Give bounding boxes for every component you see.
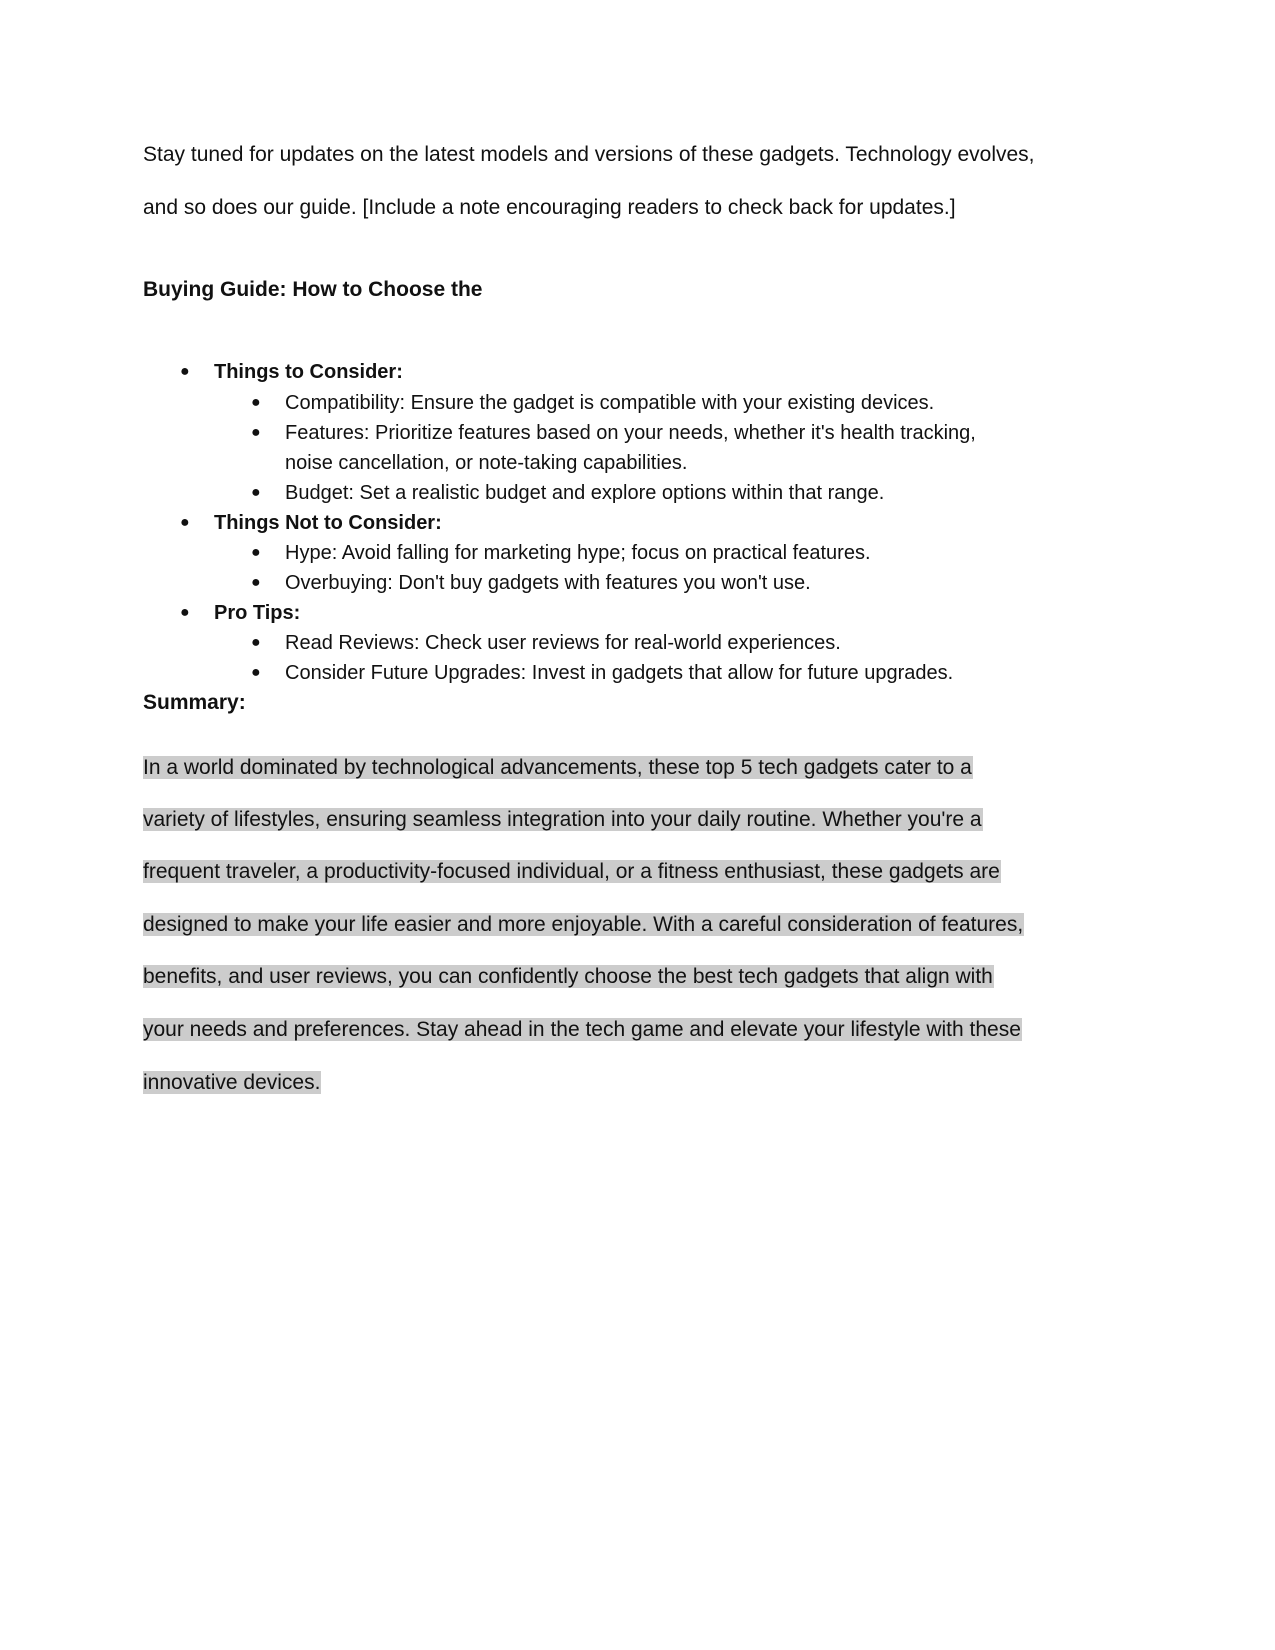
bullet-icon: ● [251,394,261,411]
summary-line: variety of lifestyles, ensuring seamless integration into your daily routine. Whether you're a [143,808,982,831]
list-item: Budget: Set a realistic budget and explore options within that range. [285,482,885,504]
section-title: Things Not to Consider: [214,512,442,534]
list-item-continuation: noise cancellation, or note-taking capabilities. [285,452,688,474]
bullet-icon: ● [251,424,261,441]
bullet-icon: ● [180,363,190,380]
bullet-icon: ● [180,604,190,621]
intro-line: Stay tuned for updates on the latest models and versions of these gadgets. Technology evolves, [143,143,1035,166]
bullet-icon: ● [251,664,261,681]
bullet-icon: ● [251,544,261,561]
list-item: Overbuying: Don't buy gadgets with features you won't use. [285,572,811,594]
summary-line: designed to make your life easier and more enjoyable. With a careful consideration of features, [143,913,1024,936]
bullet-icon: ● [251,574,261,591]
summary-line: frequent traveler, a productivity-focused individual, or a fitness enthusiast, these gadgets are [143,860,1000,883]
bullet-icon: ● [251,634,261,651]
section-title: Pro Tips: [214,602,301,624]
summary-line: your needs and preferences. Stay ahead in the tech game and elevate your lifestyle with these [143,1018,1021,1041]
summary-line: innovative devices. [143,1071,321,1094]
intro-line: and so does our guide. [Include a note encouraging readers to check back for updates.] [143,196,956,219]
section-title: Things to Consider: [214,361,403,383]
list-item: Consider Future Upgrades: Invest in gadgets that allow for future upgrades. [285,662,954,684]
summary-line: benefits, and user reviews, you can confidently choose the best tech gadgets that align with [143,965,993,988]
list-item: Compatibility: Ensure the gadget is compatible with your existing devices. [285,392,935,414]
list-item: Features: Prioritize features based on your needs, whether it's health tracking, [285,422,976,444]
buying-guide-heading: Buying Guide: How to Choose the [143,278,483,301]
list-item: Hype: Avoid falling for marketing hype; focus on practical features. [285,542,871,564]
bullet-icon: ● [180,514,190,531]
summary-heading: Summary: [143,691,246,714]
bullet-icon: ● [251,484,261,501]
summary-line: In a world dominated by technological advancements, these top 5 tech gadgets cater to a [143,756,972,779]
list-item: Read Reviews: Check user reviews for real-world experiences. [285,632,841,654]
